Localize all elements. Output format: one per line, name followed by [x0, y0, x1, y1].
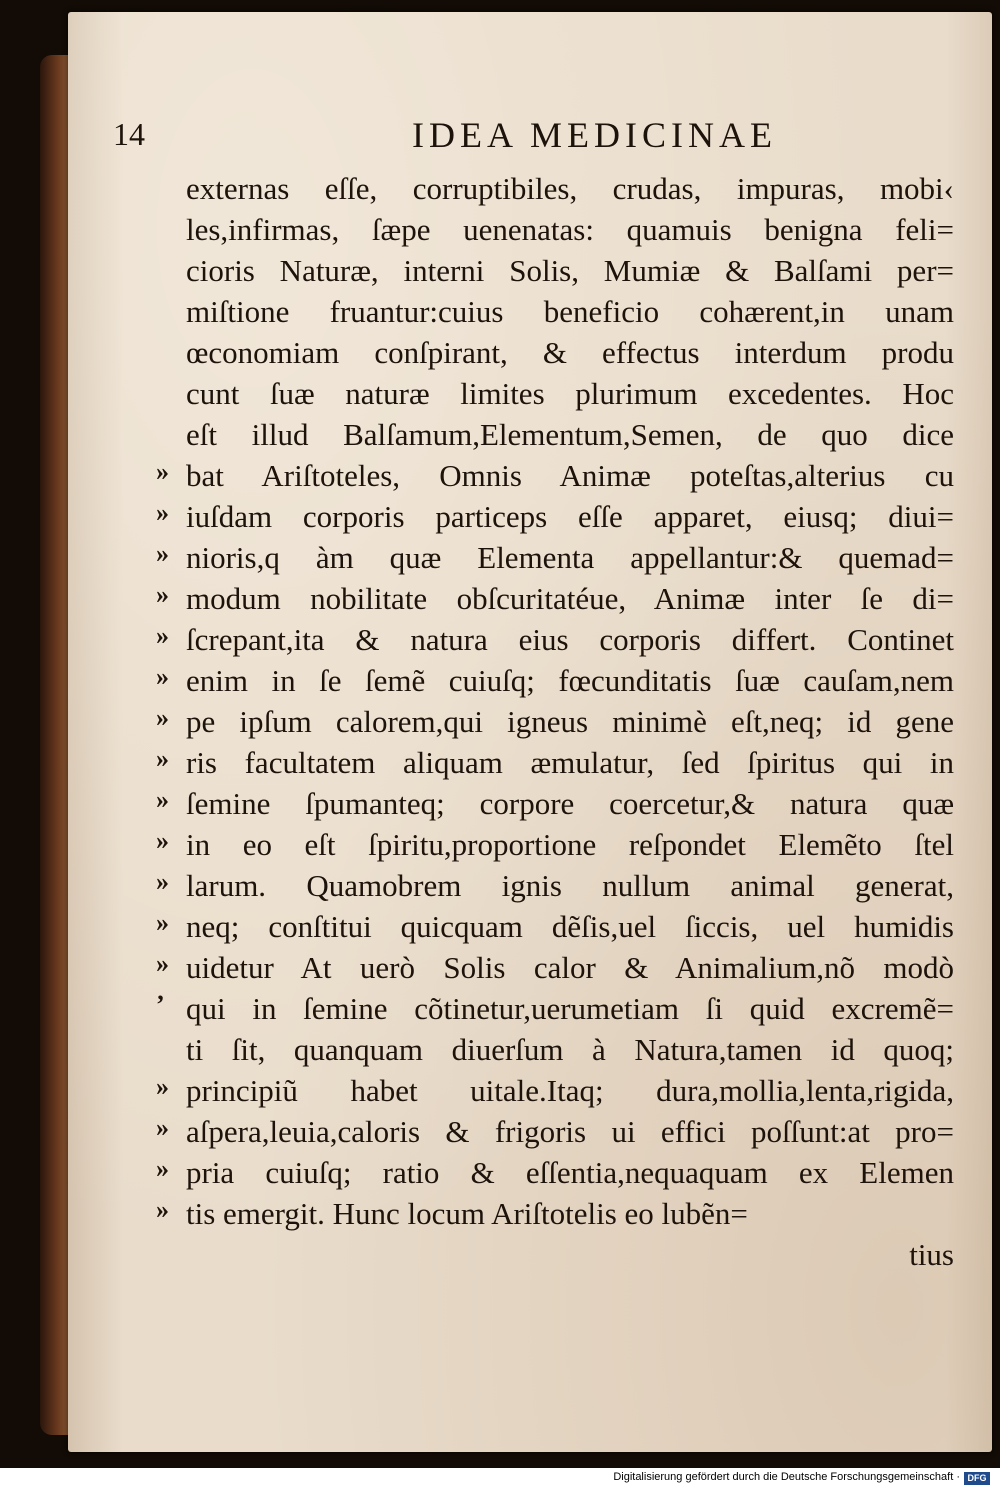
marginal-quote-mark: »: [156, 1195, 169, 1224]
marginal-quote-mark: »: [156, 949, 169, 978]
line-text: ris facultatem aliquam æmulatur, ſed ſpiritus qui in: [186, 745, 954, 780]
marginal-quote-mark: »: [156, 580, 169, 609]
line-text: les,infirmas, ſæpe uenenatas: quamuis benigna feli=: [186, 212, 954, 247]
text-line: [0, 1193, 1000, 1234]
marginal-quote-mark: »: [156, 621, 169, 650]
line-text: tis emergit. Hunc locum Ariſtotelis eo lubẽn=: [186, 1196, 748, 1231]
running-head: IDEA MEDICINAE: [412, 115, 777, 155]
line-text: aſpera,leuia,caloris & frigoris ui effici poſſunt:at pro=: [186, 1114, 954, 1149]
line-text: modum nobilitate obſcuritatéue, Animæ inter ſe di=: [186, 581, 954, 616]
text-line: [0, 168, 1000, 209]
text-line: [0, 947, 1000, 988]
text-line: [0, 332, 1000, 373]
line-text: qui in ſemine cõtinetur,uerumetiam ſi quid excremẽ=: [186, 991, 954, 1026]
catchword: tius: [909, 1237, 954, 1272]
line-text: œconomiam conſpirant, & effectus interdum produ: [186, 335, 954, 370]
line-text: ſcrepant,ita & natura eius corporis differt. Continet: [186, 622, 954, 657]
marginal-quote-mark: »: [156, 1072, 169, 1101]
text-line: [0, 291, 1000, 332]
text-line: [0, 783, 1000, 824]
footer-bar: [0, 1468, 1000, 1490]
marginal-quote-mark: »: [156, 908, 169, 937]
page-number: 14: [113, 116, 145, 152]
marginal-quote-mark: »: [156, 867, 169, 896]
text-line: [0, 1070, 1000, 1111]
text-line: [0, 742, 1000, 783]
line-text: cioris Naturæ, interni Solis, Mumiæ & Balſami per=: [186, 253, 954, 288]
marginal-quote-mark: »: [156, 457, 169, 486]
marginal-quote-mark: »: [156, 744, 169, 773]
marginal-quote-mark: »: [156, 785, 169, 814]
text-line: [0, 209, 1000, 250]
line-text: bat Ariſtoteles, Omnis Animæ poteſtas,alterius cu: [186, 458, 954, 493]
text-line: [0, 537, 1000, 578]
marginal-quote-mark: »: [156, 703, 169, 732]
line-text: enim in ſe ſemẽ cuiuſq; fœcunditatis ſuæ cauſam,nem: [186, 663, 954, 698]
text-line: [0, 701, 1000, 742]
marginal-quote-mark: »: [156, 539, 169, 568]
text-line: [0, 619, 1000, 660]
text-line: [0, 660, 1000, 701]
line-text: uidetur At uerò Solis calor & Animalium,nõ modò: [186, 950, 954, 985]
line-text: cunt ſuæ naturæ limites plurimum excedentes. Hoc: [186, 376, 954, 411]
text-line: [0, 250, 1000, 291]
text-line: [0, 1029, 1000, 1070]
line-text: ti ſit, quanquam diuerſum à Natura,tamen id quoq;: [186, 1032, 954, 1067]
text-line: [0, 906, 1000, 947]
text-line: [0, 578, 1000, 619]
marginal-quote-mark: »: [156, 1154, 169, 1183]
line-text: in eo eſt ſpiritu,proportione reſpondet Elemẽto ſtel: [186, 827, 954, 862]
line-text: nioris,q àm quæ Elementa appellantur:& quemad=: [186, 540, 954, 575]
line-text: neq; conſtitui quicquam dẽſis,uel ſiccis, uel humidis: [186, 909, 954, 944]
line-text: principiũ habet uitale.Itaq; dura,mollia,lenta,rigida,: [186, 1073, 954, 1108]
text-line: [0, 865, 1000, 906]
line-text: miſtione fruantur:cuius beneficio cohærent,in unam: [186, 294, 954, 329]
catchword-line: [0, 1234, 1000, 1275]
line-text: larum. Quamobrem ignis nullum animal generat,: [186, 868, 954, 903]
line-text: pria cuiuſq; ratio & eſſentia,nequaquam ex Elemen: [186, 1155, 954, 1190]
marginal-quote-mark: ’: [156, 990, 165, 1019]
text-line: [0, 1152, 1000, 1193]
funding-credit: Digitalisierung gefördert durch die Deutsche Forschungsgemeinschaft ·: [613, 1471, 960, 1483]
text-line: [0, 496, 1000, 537]
text-line: [0, 414, 1000, 455]
marginal-quote-mark: »: [156, 826, 169, 855]
text-line: [0, 824, 1000, 865]
text-line: [0, 455, 1000, 496]
marginal-quote-mark: »: [156, 1113, 169, 1142]
line-text: ſemine ſpumanteq; corpore coercetur,& natura quæ: [186, 786, 954, 821]
text-line: [0, 373, 1000, 414]
text-line: [0, 1111, 1000, 1152]
text-line: [0, 988, 1000, 1029]
line-text: eſt illud Balſamum,Elementum,Semen, de quo dice: [186, 417, 954, 452]
marginal-quote-mark: »: [156, 498, 169, 527]
dfg-logo: DFG: [964, 1472, 990, 1485]
line-text: externas eſſe, corruptibiles, crudas, impuras, mobi‹: [186, 171, 954, 206]
marginal-quote-mark: »: [156, 662, 169, 691]
line-text: pe ipſum calorem,qui igneus minimè eſt,neq; id gene: [186, 704, 954, 739]
line-text: iuſdam corporis particeps eſſe apparet, eiusq; diui=: [186, 499, 954, 534]
